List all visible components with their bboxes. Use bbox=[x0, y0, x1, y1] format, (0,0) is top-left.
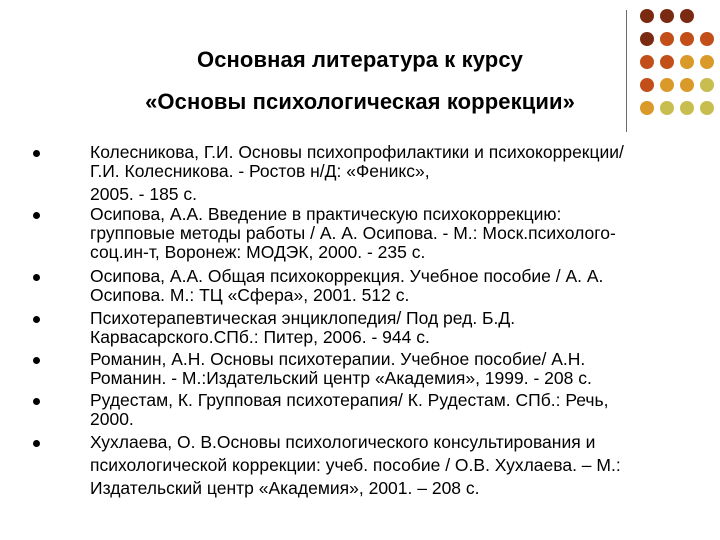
reference-item bbox=[90, 267, 700, 305]
reference-item bbox=[90, 433, 700, 498]
slide-title-line-2: «Основы психологическая коррекции» bbox=[145, 89, 575, 114]
reference-item bbox=[90, 309, 700, 347]
reference-line: Осипова, А.А. Общая психокоррекция. Учебное пособие / А. А. bbox=[90, 266, 604, 286]
reference-line: 2005. - 185 с. bbox=[90, 184, 198, 204]
reference-line: Колесникова, Г.И. Основы психопрофилактики и психокоррекции/ bbox=[90, 142, 624, 162]
bullet-icon bbox=[33, 398, 40, 405]
bullet-icon bbox=[33, 440, 40, 447]
bullet-icon bbox=[33, 150, 40, 157]
reference-line: Осипова, А.А. Введение в практическую психокоррекцию: bbox=[90, 204, 562, 224]
reference-line: групповые методы работы / А. А. Осипова. - М.: Моск.психолого- bbox=[90, 223, 616, 243]
reference-line: Хухлаева, О. В.Основы психологического консультирования и bbox=[90, 432, 596, 452]
reference-line: соц.ин-т, Воронеж: МОДЭК, 2000. - 235 с. bbox=[90, 242, 426, 262]
reference-line: Романин, А.Н. Основы психотерапии. Учебное пособие/ А.Н. bbox=[90, 349, 586, 369]
reference-item bbox=[90, 350, 700, 388]
bullet-icon bbox=[33, 212, 40, 219]
bullet-icon bbox=[33, 274, 40, 281]
reference-line: Осипова. М.: ТЦ «Сфера», 2001. 512 с. bbox=[90, 285, 410, 305]
reference-item bbox=[90, 143, 700, 204]
reference-line: 2000. bbox=[90, 409, 134, 429]
reference-line: Романин. - М.:Издательский центр «Академия», 1999. - 208 с. bbox=[90, 368, 592, 388]
bullet-icon bbox=[33, 357, 40, 364]
reference-item bbox=[90, 391, 700, 429]
reference-line: психологической коррекции: учеб. пособие / О.В. Хухлаева. – М.: bbox=[90, 455, 621, 475]
reference-line: Г.И. Колесникова. - Ростов н/Д: «Феникс», bbox=[90, 161, 430, 181]
reference-line: Издательский центр «Академия», 2001. – 208 с. bbox=[90, 478, 480, 498]
reference-item bbox=[90, 205, 700, 262]
bullet-icon bbox=[33, 316, 40, 323]
slide-title-line-1: Основная литература к курсу bbox=[197, 47, 523, 72]
reference-line: Карвасарского.СПб.: Питер, 2006. - 944 с. bbox=[90, 327, 430, 347]
reference-line: Рудестам, К. Групповая психотерапия/ К. Рудестам. СПб.: Речь, bbox=[90, 390, 609, 410]
reference-line: Психотерапевтическая энциклопедия/ Под ред. Б.Д. bbox=[90, 308, 516, 328]
